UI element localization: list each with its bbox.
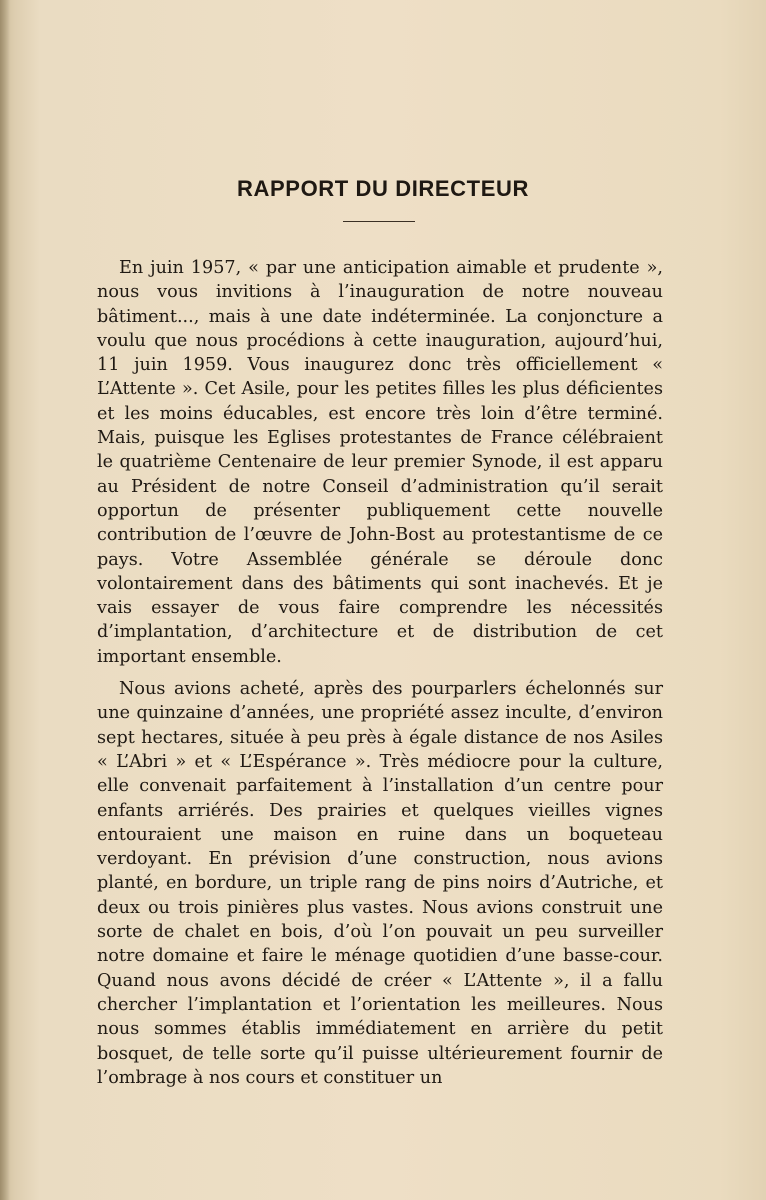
paragraph-1: En juin 1957, « par une anticipation aimable et prudente », nous vous invitions à l’inauguration de notre nouveau bâtiment..., mais à une date indéterminée. La conjoncture a voulu que nous procédions à cette inauguration, aujourd’hui, 11 juin 1959. Vous inaugurez donc très officiellement « L’Attente ». Cet Asile, pour les petites filles les plus déficientes et les moins éducables, est encore très loin d’être terminé. Mais, puisque les Eglises protestantes de France célébraient le quatrième Centenaire de leur premier Synode, il est apparu au Président de notre Conseil d’administration qu’il serait opportun de présenter publiquement cette nouvelle contribution de l’œuvre de John-Bost au protestantisme de ce pays. Votre Assemblée générale se déroule donc volontairement dans des bâtiments qui sont inachevés. Et je vais essayer de vous faire comprendre les nécessités d’implantation, d’architecture et de distribution de cet important ensemble.	[97, 258, 663, 667]
title-rule	[343, 221, 415, 222]
paragraph-2: Nous avions acheté, après des pourparlers échelonnés sur une quinzaine d’années, une propriété assez inculte, d’environ sept hectares, située à peu près à égale distance de nos Asiles « L’Abri » et « L’Espérance ». Très médiocre pour la culture, elle convenait parfaitement à l’installation d’un centre pour enfants arriérés. Des prairies et quelques vieilles vignes entouraient une maison en ruine dans un boqueteau verdoyant. En prévision d’une construction, nous avions planté, en bordure, un triple rang de pins noirs d’Autriche, et deux ou trois pinières plus vastes. Nous avions construit une sorte de chalet en bois, d’où l’on pouvait un peu surveiller notre domaine et faire le ménage quotidien d’une basse-cour. Quand nous avons décidé de créer « L’Attente », il a fallu chercher l’implantation et l’orientation les meilleures. Nous nous sommes établis immédiatement en arrière du petit bosquet, de telle sorte qu’il puisse ultérieurement fournir de l’ombrage à nos cours et constituer un	[97, 679, 663, 1088]
page-title: RAPPORT DU DIRECTEUR	[237, 176, 529, 201]
body-text	[97, 256, 663, 1090]
